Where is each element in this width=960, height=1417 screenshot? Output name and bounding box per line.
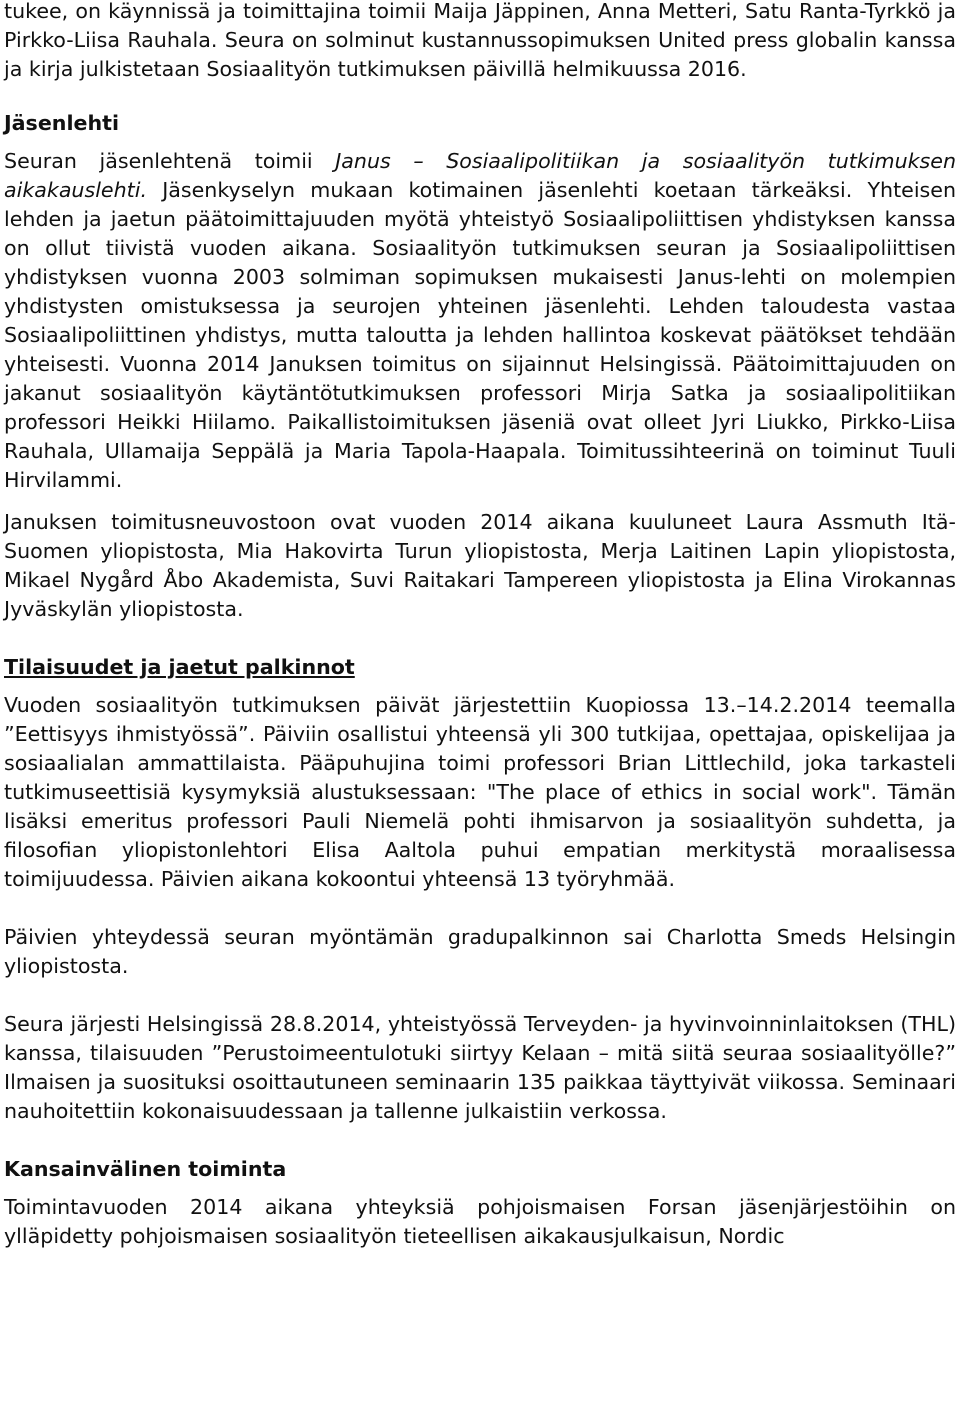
kansainvalinen-paragraph-1: Toimintavuoden 2014 aikana yhteyksiä pohjoismaisen Forsan jäsenjärjestöihin on ylläpidetty pohjoismaisen sosiaalityön tieteellisen aikakausjulkaisun, Nordic [4, 1195, 956, 1248]
jasenlehti-body: Jäsenkyselyn mukaan kotimainen jäsenlehti koetaan tärkeäksi. Yhteisen lehden ja jaetun päätoimittajuuden myötä yhteistyö Sosiaalipoliittisen yhdistyksen kanssa on ollut tiivistä vuoden aikana. Sosiaalityön tutkimuksen seuran ja Sosiaalipoliittisen yhdistyksen vuonna 2003 solmiman sopimuksen mukaisesti Janus-lehti on molempien yhdistysten omistuksessa ja seurojen yhteinen jäsenlehti. Lehden taloudesta vastaa Sosiaalipoliittinen yhdistys, mutta taloutta ja lehden hallintoa koskevat päätökset tehdään yhteisesti. Vuonna 2014 Januksen toimitus on sijainnut Helsingissä. Päätoimittajuuden on jakanut sosiaalityön käytäntötutkimuksen professori Mirja Satka ja sosiaalipolitiikan professori Heikki Hiilamo. Paikallistoimituksen jäseniä ovat olleet Jyri Liukko, Pirkko-Liisa Rauhala, Ullamaija Seppälä ja Maria Tapola-Haapala. Toimitussihteerinä on toiminut Tuuli Hirvilammi. [4, 178, 956, 492]
section-heading-tilaisuudet: Tilaisuudet ja jaetut palkinnot [4, 655, 355, 679]
intro-paragraph: tukee, on käynnissä ja toimittajina toimii Maija Jäppinen, Anna Metteri, Satu Ranta-Tyrkkö ja Pirkko-Liisa Rauhala. Seura on solminut kustannussopimuksen United press globalin kanssa ja kirja julkistetaan Sosiaalityön tutkimuksen päivillä helmikuussa 2016. [4, 0, 956, 81]
section-heading-kansainvalinen: Kansainvälinen toiminta [4, 1157, 287, 1181]
journal-name: Janus – Sosiaalipolitiikan ja sosiaalityön tutkimuksen aikakauslehti. [4, 149, 957, 202]
editorial-board-paragraph: Januksen toimitusneuvostoon ovat vuoden 2014 aikana kuuluneet Laura Assmuth Itä-Suomen yliopistosta, Mia Hakovirta Turun yliopistosta, Merja Laitinen Lapin yliopistosta, Mikael Nygård Åbo Akademista, Suvi Raitakari Tampereen yliopistosta ja Elina Virokannas Jyväskylän yliopistosta. [4, 510, 956, 621]
section-heading-jasenlehti: Jäsenlehti [4, 111, 120, 135]
jasenlehti-lead: Seuran jäsenlehtenä toimii [4, 149, 336, 173]
tilaisuudet-paragraph-3: Seura järjesti Helsingissä 28.8.2014, yhteistyössä Terveyden- ja hyvinvoinninlaitoksen (THL) kanssa, tilaisuuden ”Perustoimeentulotuki siirtyy Kelaan – mitä siitä seuraa sosiaalityölle?” Ilmaisen ja suosituksi osoittautuneen seminaarin 135 paikkaa täyttyivät viikossa. Seminaari nauhoitettiin kokonaisuudessaan ja tallenne julkaistiin verkossa. [4, 1012, 956, 1123]
tilaisuudet-paragraph-1: Vuoden sosiaalityön tutkimuksen päivät järjestettiin Kuopiossa 13.–14.2.2014 teemalla ”Eettisyys ihmistyössä”. Päiviin osallistui yhteensä yli 300 tutkijaa, opettajaa, opiskelijaa ja sosiaalialan ammattilaista. Pääpuhujina toimi professori Brian Littlechild, joka tarkasteli tutkimuseettisiä kysymyksiä alustuksessaan: "The place of ethics in social work". Tämän lisäksi emeritus professori Pauli Niemelä pohti ihmisarvon ja sosiaalityön suhdetta, ja filosofian yliopistonlehtori Elisa Aaltola puhui empatian merkitystä moraalisessa toimijuudessa. Päivien aikana kokoontui yhteensä 13 työryhmää. [4, 693, 956, 891]
tilaisuudet-paragraph-2: Päivien yhteydessä seuran myöntämän gradupalkinnon sai Charlotta Smeds Helsingin yliopistosta. [4, 925, 956, 978]
jasenlehti-paragraph [4, 147, 956, 495]
